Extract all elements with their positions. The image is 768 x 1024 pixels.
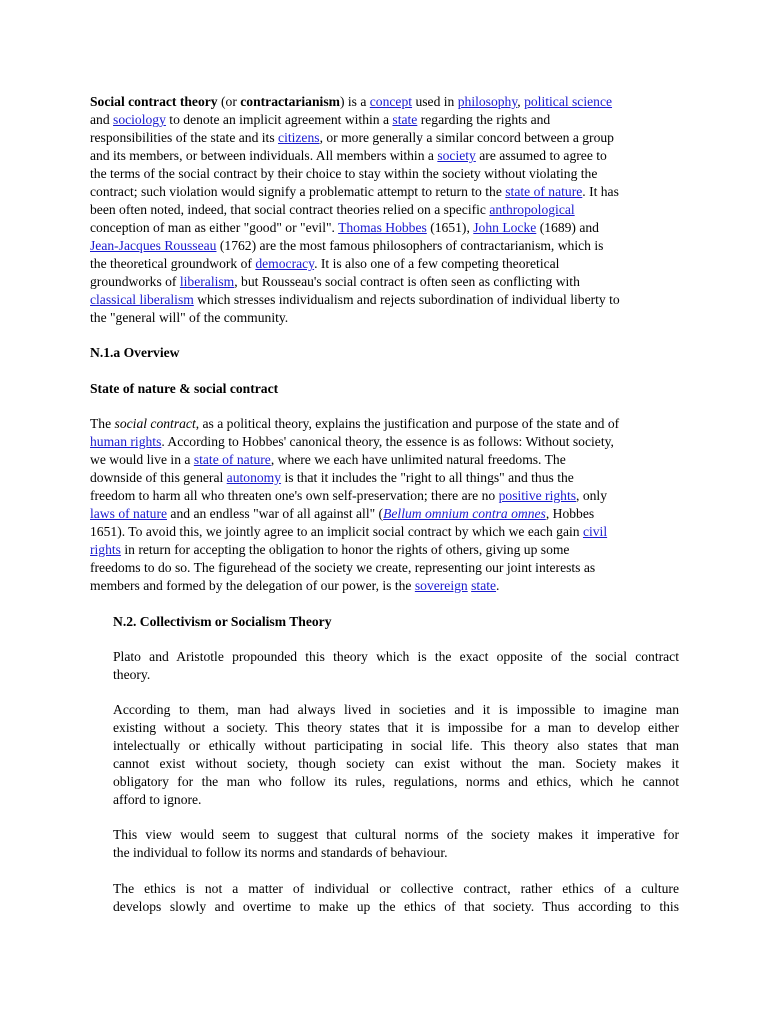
social-contract-paragraph <box>90 415 684 595</box>
link-concept[interactable]: concept <box>369 94 413 109</box>
link-autonomy[interactable]: autonomy <box>226 470 282 485</box>
paragraph-line: Plato and Aristotle propounded this theory which is the exact opposite of the social contract <box>113 649 679 664</box>
paragraph-line: existing without a society. This theory states that it is impossibe for a man to develop either <box>113 720 679 735</box>
link-human-rights[interactable]: human rights <box>90 434 162 449</box>
link-state[interactable]: state <box>392 112 418 127</box>
paragraph-line: laws of nature and an endless "war of all against all" (Bellum omnium contra omnes, Hobbes <box>90 506 595 521</box>
link-state-of-nature[interactable]: state of nature <box>505 184 583 199</box>
paragraph-line: intelectually or ethically without participating in social life. This theory also states that man <box>113 738 679 753</box>
link-civil-rights-cont[interactable]: rights <box>90 542 121 557</box>
emphasis: social contract <box>114 416 196 431</box>
paragraph-line: develops slowly and overtime to make up the ethics of that society. Thus according to this <box>113 899 679 914</box>
paragraph-line: The social contract, as a political theory, explains the justification and purpose of the state and of <box>90 416 620 431</box>
paragraph-line: This view would seem to suggest that cultural norms of the society makes it imperative for <box>113 827 679 842</box>
link-sociology[interactable]: sociology <box>113 112 166 127</box>
heading-collectivism: N.2. Collectivism or Socialism Theory <box>113 614 332 629</box>
paragraph-line: we would live in a state of nature, where we each have unlimited natural freedoms. The <box>90 452 566 467</box>
intro-paragraph <box>90 93 684 327</box>
intro-line: the theoretical groundwork of democracy. It is also one of a few competing theoretical <box>90 256 560 271</box>
paragraph-line: obligatory for the man who follow its rules, regulations, norms and ethics, which he cannot <box>113 774 679 789</box>
intro-line: Jean-Jacques Rousseau (1762) are the most famous philosophers of contractarianism, which is <box>90 238 604 253</box>
collectivism-paragraph-1 <box>113 648 679 684</box>
link-citizens[interactable]: citizens <box>278 130 320 145</box>
paragraph-line: rights in return for accepting the obligation to honor the rights of others, giving up some <box>90 542 570 557</box>
link-political-science[interactable]: political science <box>524 94 613 109</box>
link-liberalism[interactable]: liberalism <box>179 274 235 289</box>
paragraph-line: freedom to harm all who threaten one's own self-preservation; there are no positive rights, only <box>90 488 607 503</box>
heading-state-of-nature: State of nature & social contract <box>90 381 279 396</box>
paragraph-line: theory. <box>113 667 151 682</box>
collectivism-paragraph-4 <box>113 880 679 916</box>
paragraph-line: cannot exist without society, though society can exist without the man. Society makes it <box>113 756 679 771</box>
link-state-2[interactable]: state <box>471 578 497 593</box>
link-bellum-omnium[interactable]: Bellum omnium contra omnes <box>383 506 546 521</box>
link-classical-liberalism[interactable]: classical liberalism <box>90 292 194 307</box>
paragraph-line: downside of this general autonomy is that it includes the "right to all things" and thus the <box>90 470 574 485</box>
paragraph-line: According to them, man had always lived in societies and it is impossible to imagine man <box>113 702 679 717</box>
collectivism-paragraph-2 <box>113 701 679 809</box>
intro-line: Social contract theory (or contractarianism) is a concept used in philosophy, political science <box>90 94 613 109</box>
link-john-locke[interactable]: John Locke <box>473 220 537 235</box>
link-sovereign[interactable]: sovereign <box>414 578 468 593</box>
intro-line: classical liberalism which stresses individualism and rejects subordination of individual liberty to <box>90 292 620 307</box>
intro-line: been often noted, indeed, that social contract theories relied on a specific anthropological <box>90 202 575 217</box>
intro-line: the terms of the social contract by their choice to stay within the society without violating the <box>90 166 598 181</box>
link-positive-rights[interactable]: positive rights <box>498 488 577 503</box>
paragraph-line: afford to ignore. <box>113 792 202 807</box>
intro-line: and sociology to denote an implicit agreement within a state regarding the rights and <box>90 112 551 127</box>
link-philosophy[interactable]: philosophy <box>457 94 518 109</box>
link-democracy[interactable]: democracy <box>255 256 315 271</box>
link-thomas-hobbes[interactable]: Thomas Hobbes <box>338 220 427 235</box>
intro-line: conception of man as either "good" or "evil". Thomas Hobbes (1651), John Locke (1689) and <box>90 220 599 235</box>
paragraph-line: the individual to follow its norms and standards of behaviour. <box>113 845 448 860</box>
paragraph-line: freedoms to do so. The figurehead of the society we create, representing our joint interests as <box>90 560 596 575</box>
term-bold: Social contract theory <box>90 94 218 109</box>
paragraph-line: 1651). To avoid this, we jointly agree to an implicit social contract by which we each gain civil <box>90 524 608 539</box>
intro-line: contract; such violation would signify a problematic attempt to return to the state of nature. It has <box>90 184 619 199</box>
paragraph-line: human rights. According to Hobbes' canonical theory, the essence is as follows: Without society, <box>90 434 614 449</box>
link-anthropological[interactable]: anthropological <box>489 202 575 217</box>
intro-line: the "general will" of the community. <box>90 310 289 325</box>
term-bold: contractarianism <box>240 94 340 109</box>
paragraph-line: The ethics is not a matter of individual or collective contract, rather ethics of a culture <box>113 881 679 896</box>
heading-overview: N.1.a Overview <box>90 345 180 360</box>
link-civil-rights[interactable]: civil <box>582 524 608 539</box>
link-jean-jacques-rousseau[interactable]: Jean-Jacques Rousseau <box>90 238 217 253</box>
link-society[interactable]: society <box>437 148 476 163</box>
intro-line: and its members, or between individuals. All members within a society are assumed to agree to <box>90 148 607 163</box>
collectivism-paragraph-3 <box>113 826 679 862</box>
link-state-of-nature-2[interactable]: state of nature <box>193 452 271 467</box>
intro-line: groundworks of liberalism, but Rousseau's social contract is often seen as conflicting with <box>90 274 580 289</box>
link-laws-of-nature[interactable]: laws of nature <box>90 506 168 521</box>
paragraph-line: members and formed by the delegation of our power, is the sovereign state. <box>90 578 500 593</box>
intro-line: responsibilities of the state and its citizens, or more generally a similar concord between a group <box>90 130 614 145</box>
